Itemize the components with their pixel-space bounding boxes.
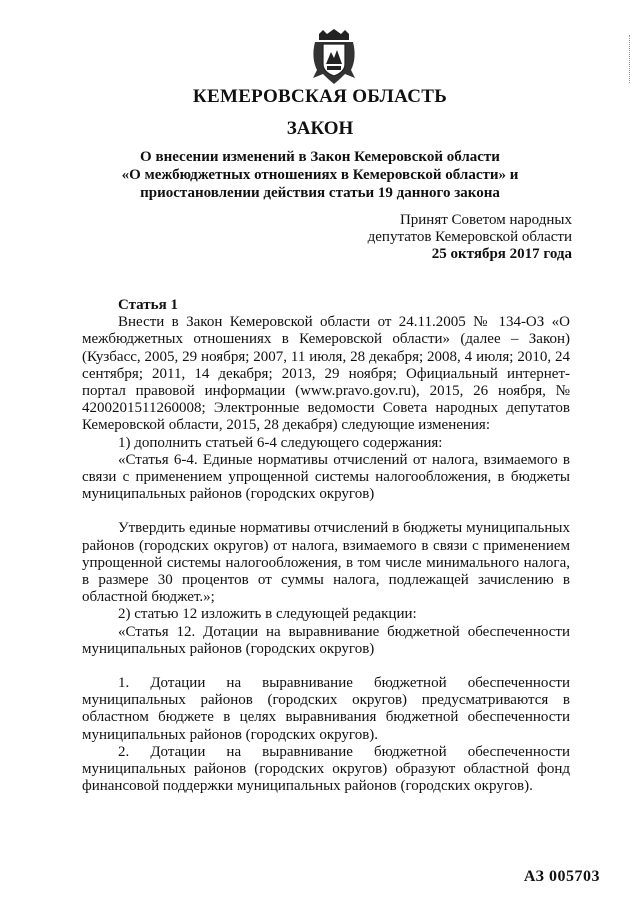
region-heading: КЕМЕРОВСКАЯ ОБЛАСТЬ [192,86,448,107]
article-heading: Статья 1 [118,297,178,313]
document-type: ЗАКОН [286,118,354,139]
amendment-item-1: 1) дополнить статьей 6-4 следующего содержания: [118,434,443,451]
article-intro: Внести в Закон Кемеровской области от 24.11.2005 № 134-ОЗ «О межбюджетных отношениях в Кемеровской области» (далее – Закон) (Кузбасс, 2005, 29 ноября; 2007, 11 июля, 28 декабря; 2008, 4 июля; 2010, 24 сентября; 2011, 14 декабря; 2013, 29 ноября; Официальный интернет-портал правовой информации (www.pravo.gov.ru), 2015, 26 ноября, № 4200201511260008; Электронные ведомости Совета народных депутатов Кемеровской области, 2015, 28 декабря) следующие изменения: [82,314,570,434]
adoption-info [368,212,572,263]
law-title-line: приостановлении действия статьи 19 данного закона [140,185,500,201]
coat-of-arms-icon [309,28,359,86]
adoption-line: Принят Советом народных [399,212,572,228]
adoption-date: 25 октября 2017 года [431,246,572,262]
scan-edge-marks [629,35,632,83]
article-6-4-text: Утвердить единые нормативы отчислений в бюджеты муниципальных районов (городских округов) от налога, взимаемого в связи с применением упрощенной системы налогообложения, в том числе минимального налога, в размере 30 процентов от суммы налога, подлежащей зачислению в областной бюджет.»; [82,520,570,606]
adoption-line: депутатов Кемеровской области [367,229,572,245]
article-12-paragraph-1: 1. Дотации на выравнивание бюджетной обеспеченности муниципальных районов (городских округов) предусматриваются в областном бюджете в целях выравнивания бюджетной обеспеченности муниципальных районов (городских округов). [82,675,570,743]
amendment-item-2: 2) статью 12 изложить в следующей редакции: [118,606,417,623]
article-12-paragraph-2: 2. Дотации на выравнивание бюджетной обеспеченности муниципальных районов (городских округов) образуют областной фонд финансовой поддержки муниципальных районов (городских округов). [82,743,570,795]
article-1 [82,297,570,795]
law-title-line: «О межбюджетных отношениях в Кемеровской области» и [121,167,519,183]
serial-number-stamp: АЗ 005703 [523,868,600,885]
article-6-4-title: «Статья 6-4. Единые нормативы отчислений от налога, взимаемого в связи с применением упрощенной системы налогообложения, в бюджеты муниципальных районов (городских округов) [82,451,570,503]
law-title [0,148,640,202]
article-12-title: «Статья 12. Дотации на выравнивание бюджетной обеспеченности муниципальных районов (городских округов) [82,623,570,657]
law-title-line: О внесении изменений в Закон Кемеровской области [140,149,500,165]
